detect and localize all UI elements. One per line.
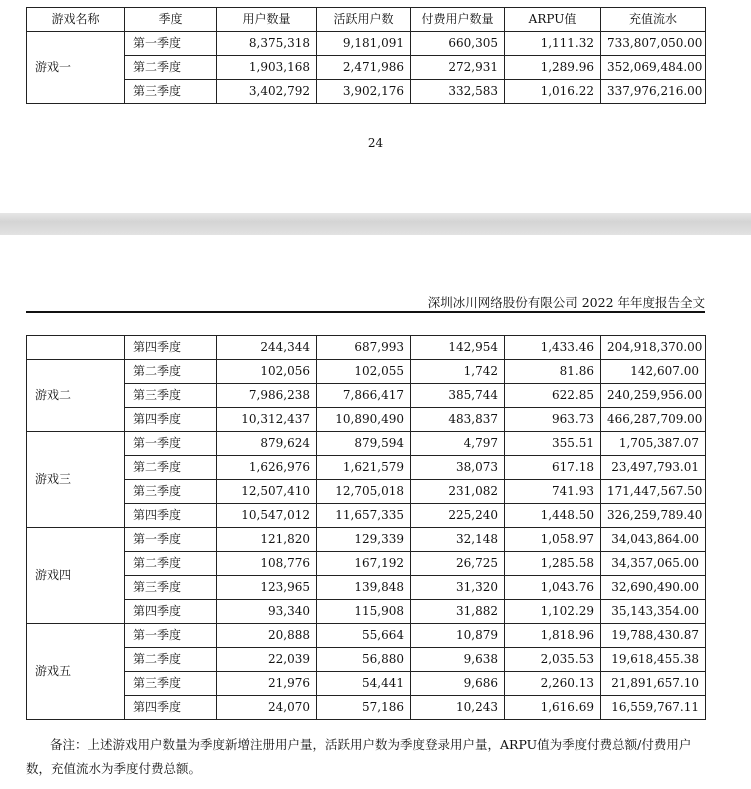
table-row (27, 504, 706, 528)
header-paying-users: 付费用户数量 (411, 8, 505, 32)
arpu-cell: 622.85 (505, 384, 601, 408)
arpu-cell: 1,433.46 (505, 336, 601, 360)
user-count-cell: 1,626,976 (217, 456, 317, 480)
arpu-cell: 1,102.29 (505, 600, 601, 624)
active-users-cell: 54,441 (317, 672, 411, 696)
page-separator (0, 213, 751, 235)
quarter-cell: 第四季度 (125, 336, 217, 360)
active-users-cell: 56,880 (317, 648, 411, 672)
user-count-cell: 12,507,410 (217, 480, 317, 504)
quarter-cell: 第四季度 (125, 504, 217, 528)
active-users-cell: 9,181,091 (317, 32, 411, 56)
arpu-cell: 1,616.69 (505, 696, 601, 720)
paying-users-cell: 4,797 (411, 432, 505, 456)
game-name-cell: 游戏三 (27, 432, 125, 528)
recharge-flow-cell: 142,607.00 (601, 360, 706, 384)
recharge-flow-cell: 21,891,657.10 (601, 672, 706, 696)
arpu-cell: 1,111.32 (505, 32, 601, 56)
header-active-users: 活跃用户数 (317, 8, 411, 32)
quarter-cell: 第四季度 (125, 600, 217, 624)
recharge-flow-cell: 16,559,767.11 (601, 696, 706, 720)
table-row (27, 552, 706, 576)
recharge-flow-cell: 352,069,484.00 (601, 56, 706, 80)
game-name-cell: 游戏二 (27, 360, 125, 432)
quarter-cell: 第四季度 (125, 696, 217, 720)
recharge-flow-cell: 19,788,430.87 (601, 624, 706, 648)
arpu-cell: 1,043.76 (505, 576, 601, 600)
game-data-table-continued-top (26, 7, 706, 104)
active-users-cell: 7,866,417 (317, 384, 411, 408)
recharge-flow-cell: 204,918,370.00 (601, 336, 706, 360)
arpu-cell: 1,016.22 (505, 80, 601, 104)
header-recharge-flow: 充值流水 (601, 8, 706, 32)
quarter-cell: 第二季度 (125, 648, 217, 672)
paying-users-cell: 26,725 (411, 552, 505, 576)
table-row (27, 696, 706, 720)
table-row (27, 648, 706, 672)
header-quarter: 季度 (125, 8, 217, 32)
arpu-cell: 1,448.50 (505, 504, 601, 528)
game-name-cell (27, 336, 125, 360)
quarter-cell: 第一季度 (125, 624, 217, 648)
paying-users-cell: 483,837 (411, 408, 505, 432)
arpu-cell: 355.51 (505, 432, 601, 456)
active-users-cell: 2,471,986 (317, 56, 411, 80)
user-count-cell: 121,820 (217, 528, 317, 552)
paying-users-cell: 225,240 (411, 504, 505, 528)
recharge-flow-cell: 466,287,709.00 (601, 408, 706, 432)
paying-users-cell: 660,305 (411, 32, 505, 56)
active-users-cell: 687,993 (317, 336, 411, 360)
user-count-cell: 93,340 (217, 600, 317, 624)
recharge-flow-cell: 32,690,490.00 (601, 576, 706, 600)
paying-users-cell: 31,882 (411, 600, 505, 624)
user-count-cell: 22,039 (217, 648, 317, 672)
quarter-cell: 第三季度 (125, 80, 217, 104)
quarter-cell: 第一季度 (125, 32, 217, 56)
document-page-lower (0, 235, 751, 789)
user-count-cell: 21,976 (217, 672, 317, 696)
user-count-cell: 123,965 (217, 576, 317, 600)
table-row (27, 80, 706, 104)
table-row (27, 336, 706, 360)
user-count-cell: 10,547,012 (217, 504, 317, 528)
user-count-cell: 3,402,792 (217, 80, 317, 104)
user-count-cell: 244,344 (217, 336, 317, 360)
paying-users-cell: 142,954 (411, 336, 505, 360)
recharge-flow-cell: 326,259,789.40 (601, 504, 706, 528)
recharge-flow-cell: 35,143,354.00 (601, 600, 706, 624)
paying-users-cell: 332,583 (411, 80, 505, 104)
active-users-cell: 879,594 (317, 432, 411, 456)
quarter-cell: 第三季度 (125, 384, 217, 408)
paying-users-cell: 32,148 (411, 528, 505, 552)
table-row (27, 360, 706, 384)
table-row (27, 672, 706, 696)
arpu-cell: 2,260.13 (505, 672, 601, 696)
arpu-cell: 617.18 (505, 456, 601, 480)
active-users-cell: 10,890,490 (317, 408, 411, 432)
paying-users-cell: 1,742 (411, 360, 505, 384)
document-page-upper (0, 0, 751, 213)
quarter-cell: 第一季度 (125, 432, 217, 456)
quarter-cell: 第二季度 (125, 56, 217, 80)
header-game-name: 游戏名称 (27, 8, 125, 32)
game-name-cell: 游戏四 (27, 528, 125, 624)
table-header-row (27, 8, 706, 32)
table-row (27, 456, 706, 480)
recharge-flow-cell: 23,497,793.01 (601, 456, 706, 480)
running-header: 深圳冰川网络股份有限公司 2022 年年度报告全文 (427, 295, 705, 310)
table-row (27, 576, 706, 600)
user-count-cell: 102,056 (217, 360, 317, 384)
arpu-cell: 963.73 (505, 408, 601, 432)
paying-users-cell: 385,744 (411, 384, 505, 408)
arpu-cell: 1,058.97 (505, 528, 601, 552)
game-name-cell: 游戏五 (27, 624, 125, 720)
table-row (27, 56, 706, 80)
arpu-cell: 1,285.58 (505, 552, 601, 576)
header-arpu: ARPU值 (505, 8, 601, 32)
recharge-flow-cell: 240,259,956.00 (601, 384, 706, 408)
quarter-cell: 第二季度 (125, 360, 217, 384)
table-row (27, 408, 706, 432)
quarter-cell: 第二季度 (125, 552, 217, 576)
user-count-cell: 24,070 (217, 696, 317, 720)
game-data-table-continued-bottom (26, 335, 706, 720)
table-row (27, 384, 706, 408)
table-row (27, 624, 706, 648)
active-users-cell: 11,657,335 (317, 504, 411, 528)
paying-users-cell: 231,082 (411, 480, 505, 504)
active-users-cell: 115,908 (317, 600, 411, 624)
header-rule (26, 311, 705, 313)
user-count-cell: 10,312,437 (217, 408, 317, 432)
quarter-cell: 第三季度 (125, 672, 217, 696)
arpu-cell: 1,818.96 (505, 624, 601, 648)
table-row (27, 432, 706, 456)
footnote: 备注：上述游戏用户数量为季度新增注册用户量，活跃用户数为季度登录用户量，ARPU值为季度付费总额/付费用户数，充值流水为季度付费总额。 (26, 737, 692, 776)
user-count-cell: 20,888 (217, 624, 317, 648)
arpu-cell: 81.86 (505, 360, 601, 384)
header-user-count: 用户数量 (217, 8, 317, 32)
table-row (27, 600, 706, 624)
active-users-cell: 102,055 (317, 360, 411, 384)
arpu-cell: 741.93 (505, 480, 601, 504)
paying-users-cell: 272,931 (411, 56, 505, 80)
active-users-cell: 139,848 (317, 576, 411, 600)
paying-users-cell: 10,243 (411, 696, 505, 720)
recharge-flow-cell: 34,043,864.00 (601, 528, 706, 552)
paying-users-cell: 38,073 (411, 456, 505, 480)
recharge-flow-cell: 34,357,065.00 (601, 552, 706, 576)
paying-users-cell: 10,879 (411, 624, 505, 648)
paying-users-cell: 9,686 (411, 672, 505, 696)
page-number: 24 (367, 136, 384, 150)
user-count-cell: 108,776 (217, 552, 317, 576)
table-row (27, 32, 706, 56)
recharge-flow-cell: 19,618,455.38 (601, 648, 706, 672)
quarter-cell: 第二季度 (125, 456, 217, 480)
active-users-cell: 12,705,018 (317, 480, 411, 504)
recharge-flow-cell: 733,807,050.00 (601, 32, 706, 56)
table-row (27, 480, 706, 504)
active-users-cell: 3,902,176 (317, 80, 411, 104)
user-count-cell: 7,986,238 (217, 384, 317, 408)
user-count-cell: 879,624 (217, 432, 317, 456)
game-name-cell: 游戏一 (27, 32, 125, 104)
user-count-cell: 8,375,318 (217, 32, 317, 56)
arpu-cell: 1,289.96 (505, 56, 601, 80)
recharge-flow-cell: 1,705,387.07 (601, 432, 706, 456)
table-row (27, 528, 706, 552)
active-users-cell: 1,621,579 (317, 456, 411, 480)
arpu-cell: 2,035.53 (505, 648, 601, 672)
active-users-cell: 57,186 (317, 696, 411, 720)
quarter-cell: 第三季度 (125, 576, 217, 600)
paying-users-cell: 31,320 (411, 576, 505, 600)
quarter-cell: 第三季度 (125, 480, 217, 504)
recharge-flow-cell: 337,976,216.00 (601, 80, 706, 104)
active-users-cell: 55,664 (317, 624, 411, 648)
recharge-flow-cell: 171,447,567.50 (601, 480, 706, 504)
active-users-cell: 129,339 (317, 528, 411, 552)
quarter-cell: 第四季度 (125, 408, 217, 432)
user-count-cell: 1,903,168 (217, 56, 317, 80)
active-users-cell: 167,192 (317, 552, 411, 576)
paying-users-cell: 9,638 (411, 648, 505, 672)
quarter-cell: 第一季度 (125, 528, 217, 552)
